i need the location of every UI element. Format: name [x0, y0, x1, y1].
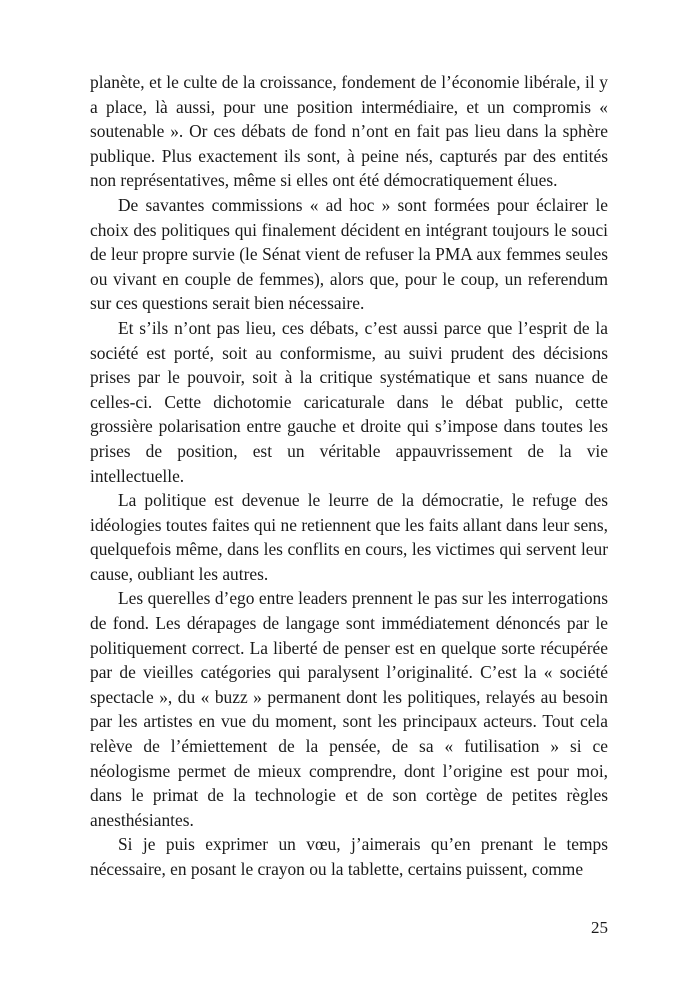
paragraph: Et s’ils n’ont pas lieu, ces débats, c’est aussi parce que l’esprit de la société est porté, soit au conformisme, au suivi prudent des décisions prises par le pouvoir, soit à la critique systématique et sans nuance de celles-ci. Cette dichotomie caricaturale dans le débat public, cette grossière polarisation entre gauche et droite qui s’impose dans toutes les prises de position, est un véritable appauvrissement de la vie intellectuelle.	[90, 317, 608, 486]
page-number: 25	[591, 918, 608, 937]
paragraph: Si je puis exprimer un vœu, j’aimerais qu’en prenant le temps nécessaire, en posant le crayon ou la tablette, certains puissent, comme	[90, 834, 608, 879]
body-text	[90, 70, 608, 882]
paragraph: Les querelles d’ego entre leaders prennent le pas sur les interrogations de fond. Les dérapages de langage sont immédiatement dénoncés par le politiquement correct. La liberté de penser est en quelque sorte récupérée par de vieilles catégories qui paralysent l’originalité. C’est la « société spectacle », du « buzz » permanent dont les politiques, relayés au besoin par les artistes en vue du moment, sont les principaux acteurs. Tout cela relève de l’émiettement de la pensée, de sa « futilisation » si ce néologisme permet de mieux comprendre, dont l’origine est pour moi, dans le primat de la technologie et de son cortège de petites règles anesthésiantes.	[90, 588, 608, 830]
paragraph: De savantes commissions « ad hoc » sont formées pour éclairer le choix des politiques qui finalement décident en intégrant toujours le souci de leur propre survie (le Sénat vient de refuser la PMA aux femmes seules ou vivant en couple de femmes), alors que, pour le coup, un referendum sur ces questions serait bien nécessaire.	[90, 194, 608, 314]
paragraph: La politique est devenue le leurre de la démocratie, le refuge des idéologies toutes faites qui ne retiennent que les faits allant dans leur sens, quelquefois même, dans les conflits en cours, les victimes qui servent leur cause, oubliant les autres.	[90, 490, 608, 584]
paragraph-continued: planète, et le culte de la croissance, fondement de l’économie libérale, il y a place, là aussi, pour une position intermédiaire, et un compromis « soutenable ». Or ces débats de fond n’ont en fait pas lieu dans la sphère publique. Plus exactement ils sont, à peine nés, capturés par des entités non représentatives, même si elles ont été démocratiquement élues.	[90, 72, 608, 191]
